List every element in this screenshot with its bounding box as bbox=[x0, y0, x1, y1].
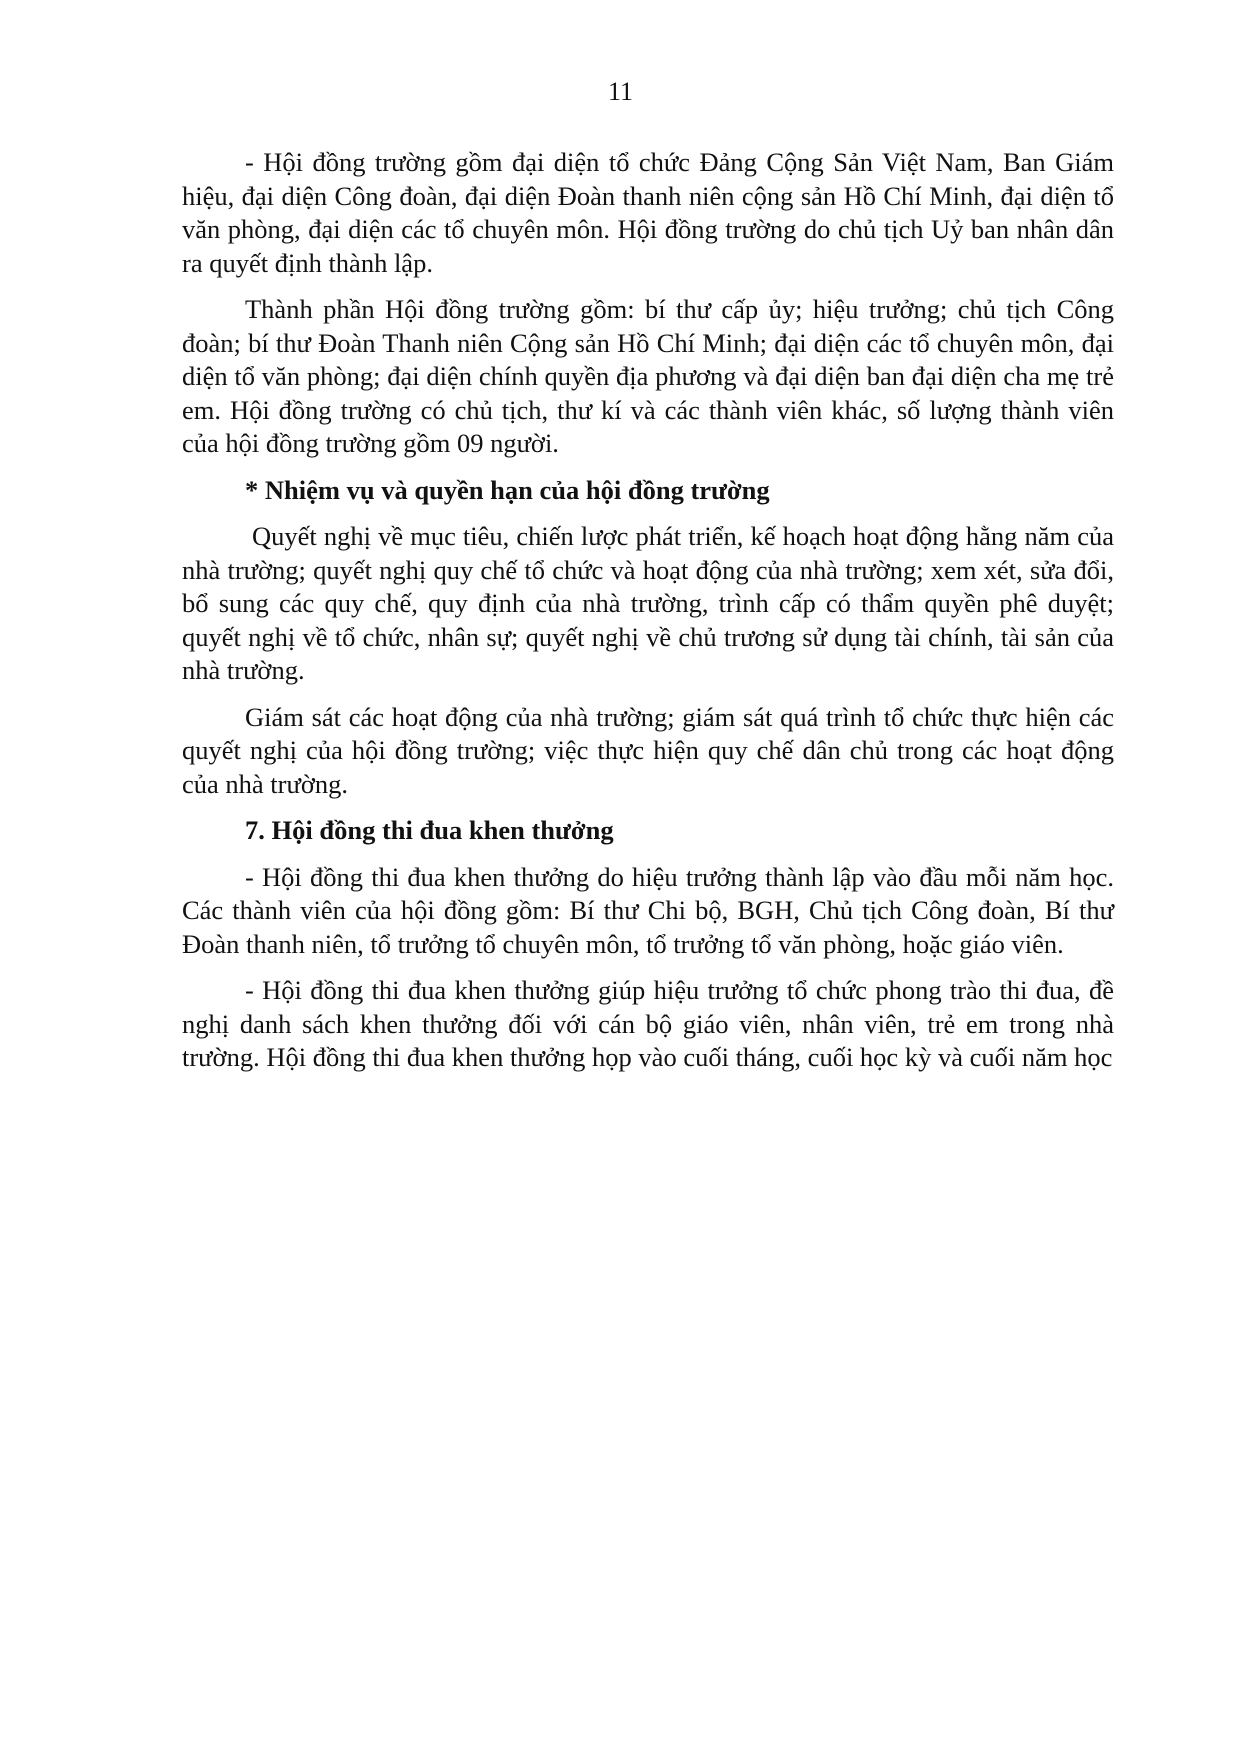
paragraph-council-resolutions: Quyết nghị về mục tiêu, chiến lược phát triển, kế hoạch hoạt động hằng năm của nhà trường; quyết nghị quy chế tổ chức và hoạt động của nhà trường; xem xét, sửa đổi, bổ sung các quy chế, quy định của nhà trường, trình cấp có thẩm quyền phê duyệt; quyết nghị về tổ chức, nhân sự; quyết nghị về chủ trương sử dụng tài chính, tài sản của nhà trường. bbox=[182, 521, 1114, 685]
page-number: 11 bbox=[607, 77, 634, 106]
paragraph-emulation-council-formation: - Hội đồng thi đua khen thưởng do hiệu trưởng thành lập vào đầu mỗi năm học. Các thành viên của hội đồng gồm: Bí thư Chi bộ, BGH, Chủ tịch Công đoàn, Bí thư Đoàn thanh niên, tổ trưởng tổ chuyên môn, tổ trưởng tổ văn phòng, hoặc giáo viên. bbox=[182, 861, 1114, 959]
paragraph-school-council-composition: - Hội đồng trường gồm đại diện tổ chức Đảng Cộng Sản Việt Nam, Ban Giám hiệu, đại diện Công đoàn, đại diện Đoàn thanh niên cộng sản Hồ Chí Minh, đại diện tổ văn phòng, đại diện các tổ chuyên môn. Hội đồng trường do chủ tịch Uỷ ban nhân dân ra quyết định thành lập. bbox=[182, 147, 1114, 278]
paragraph-council-supervision: Giám sát các hoạt động của nhà trường; giám sát quá trình tổ chức thực hiện các quyết nghị của hội đồng trường; việc thực hiện quy chế dân chủ trong các hoạt động của nhà trường. bbox=[182, 701, 1114, 799]
document-body bbox=[182, 146, 1114, 1088]
paragraph-emulation-council-duties: - Hội đồng thi đua khen thưởng giúp hiệu trưởng tổ chức phong trào thi đua, đề nghị danh sách khen thưởng đối với cán bộ giáo viên, nhân viên, trẻ em trong nhà trường. Hội đồng thi đua khen thưởng họp vào cuối tháng, cuối học kỳ và cuối năm học bbox=[182, 975, 1114, 1072]
paragraph-school-council-members: Thành phần Hội đồng trường gồm: bí thư cấp ủy; hiệu trưởng; chủ tịch Công đoàn; bí thư Đoàn Thanh niên Cộng sản Hồ Chí Minh; đại diện các tổ chuyên môn, đại diện tổ văn phòng; đại diện chính quyền địa phương và đại diện ban đại diện cha mẹ trẻ em. Hội đồng trường có chủ tịch, thư kí và các thành viên khác, số lượng thành viên của hội đồng trường gồm 09 người. bbox=[182, 294, 1114, 458]
heading-emulation-council: 7. Hội đồng thi đua khen thưởng bbox=[245, 815, 614, 845]
heading-council-duties: * Nhiệm vụ và quyền hạn của hội đồng trường bbox=[245, 474, 770, 505]
